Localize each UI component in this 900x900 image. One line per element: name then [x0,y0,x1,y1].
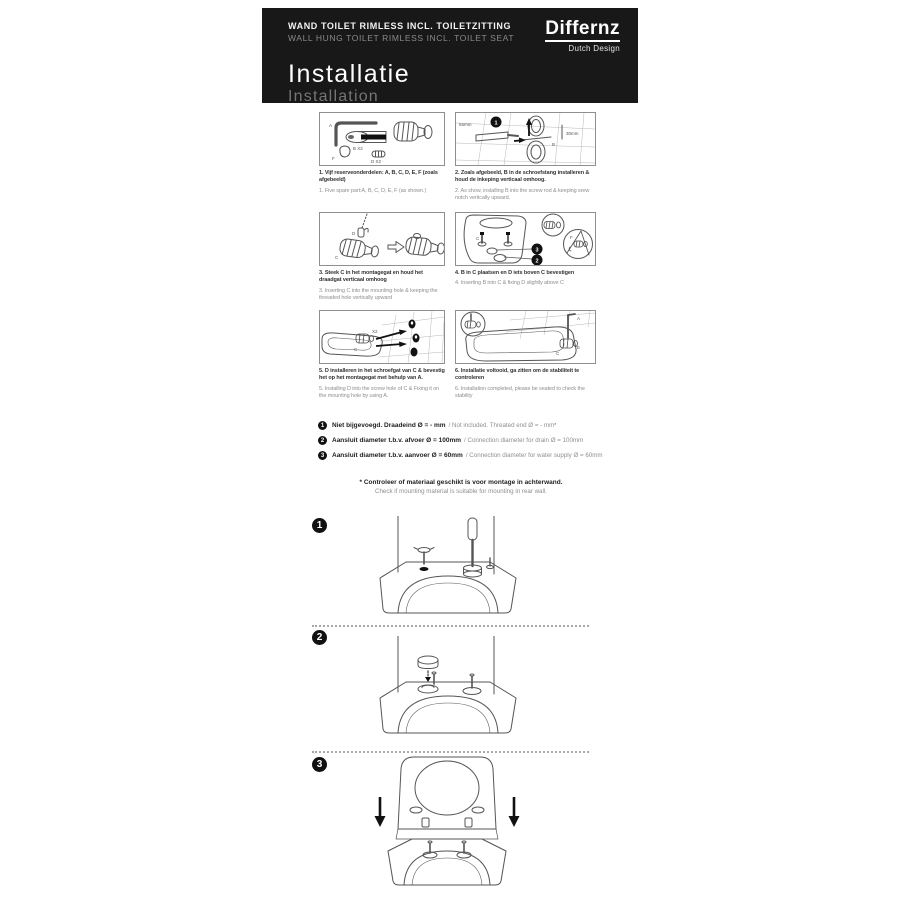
assembly-step-3-badge: 3 [312,757,327,772]
product-titles [288,21,514,43]
footnote-en: Check if mounting material is suitable for mounting in rear wall. [375,488,547,495]
part-label-dx2: D X2 [371,159,382,164]
part-label-bx2: B X2 [353,146,363,151]
part-label-c: C [556,351,560,356]
step-2-diagram [455,112,596,166]
step-2-caption-nl: 2. Zoals afgebeeld, B in de schroefstang installeren & houd de inkeping verticaal omhoog. [455,170,590,184]
step-6 [455,310,596,401]
part-label-f: F [332,156,335,161]
assembly-step-3-diagram [352,755,542,890]
step-4-diagram [455,212,596,266]
step-5 [319,310,445,401]
callout-3: 3 [535,247,539,254]
mount-to-wall-icon [320,311,444,363]
step-1-caption-en: 1. Five spare part:A, B, C, D, E, F (as shown.) [319,187,427,194]
brand-tagline: Dutch Design [568,43,620,53]
part-label-c: C [476,236,480,241]
step-3-caption-en: 3. Inserting C into the mounting hole & keeping the threaded hole vertically upward [319,287,438,302]
step-5-diagram [319,310,445,364]
step-3 [319,212,445,310]
product-title-english: WALL HUNG TOILET RIMLESS INCL. TOILET SEAT [288,33,515,43]
note-water-supply-diameter [318,451,603,460]
part-label-f: F [570,235,573,240]
header-banner [262,8,638,103]
fix-d-above-c-icon [456,213,595,265]
part-label-x2: X2 [372,329,378,334]
step-2-caption-en: 2. As show, installing B into the screw rod & keeping srew notch vertically upward. [455,187,590,202]
callout-1: 1 [494,120,498,127]
note-1-text-nl: Niet bijgevoegd. Draadeind Ø = - mm [332,422,446,429]
note-1-badge: 1 [318,421,327,430]
note-3-badge: 3 [318,451,327,460]
brand-name: Differnz [545,19,620,42]
step-6-caption-en: 6. Installation completed, please be seated to check the stability [455,385,585,400]
part-label-a: A [329,123,333,128]
assembly-step-1-diagram [368,516,528,624]
footnote-nl: * Controleer of materiaal geschikt is voor montage in achterwand. [359,479,563,486]
tighten-with-key-icon [456,311,595,363]
assembly-step-1-badge: 1 [312,518,327,533]
part-label-a: A [577,316,581,321]
note-3-text-en: / Connection diameter for water supply Ø = 60mm [465,452,603,459]
mounting-material-footnote [318,479,604,495]
step-6-caption-nl: 6. Installatie voltooid, ga zitten om de stabiliteit te controleren [455,368,580,382]
part-label-c: C [335,255,339,260]
note-2-text-en: / Connection diameter for drain Ø = 100mm [464,437,584,444]
step-1 [319,112,445,212]
page-title: Installatie [288,59,411,88]
step-2 [455,112,596,212]
dim-30mm: 30mm [566,131,579,136]
step-1-diagram [319,112,445,166]
step-4-caption-nl: 4. B in C plaatsen en D iets boven C bevestigen [455,270,575,276]
assembly-step-2-badge: 2 [312,630,327,645]
spare-parts-icon [320,113,444,165]
note-3-text-nl: Aansluit diameter t.b.v. aanvoer Ø = 60mm [332,452,463,459]
note-1-text-en: / Not included. Threated end Ø = - mm [448,422,555,429]
connection-notes [318,421,603,466]
instruction-steps [319,112,596,401]
step-4-caption-en: 4. Inserting B into C & fixing D slightly above C [455,280,564,287]
part-label-b: B [552,142,556,147]
part-label-e: E [577,345,581,350]
product-title-dutch: WAND TOILET RIMLESS INCL. TOILETZITTING [288,21,512,31]
note-1-asterisk: * [554,422,557,429]
page-subtitle: Installation [288,87,379,105]
part-label-d: D [352,231,356,236]
step-5-caption-en: 5. Installing D into the screw hole of C & Fixing it on the mounting hole by using A. [319,385,440,400]
callout-2: 2 [535,258,539,265]
step-3-diagram [319,212,445,266]
note-threaded-end [318,421,603,430]
step-4 [455,212,596,310]
part-label-c: C [354,347,358,352]
brand-logo [545,19,620,53]
dotted-divider [312,751,589,753]
dotted-divider [312,625,589,627]
insert-c-icon [320,213,444,265]
dim-55mm: 55mm [459,122,472,127]
note-2-text-nl: Aansluit diameter t.b.v. afvoer Ø = 100mm [332,437,462,444]
note-drain-diameter [318,436,603,445]
step-1-caption-nl: 1. Vijf reserveonderdelen: A, B, C, D, E, F (zoals afgebeeld) [319,170,438,184]
step-3-caption-nl: 3. Steek C in het montagegat en houd het draadgat verticaal omhoog [319,270,423,284]
note-2-badge: 2 [318,436,327,445]
screw-rod-install-icon [456,113,595,165]
step-5-caption-nl: 5. D installeren in het schroefgat van C & bevestig het op het montagegat met behulp van A. [319,368,445,382]
assembly-step-2-diagram [368,636,528,744]
step-6-diagram [455,310,596,364]
